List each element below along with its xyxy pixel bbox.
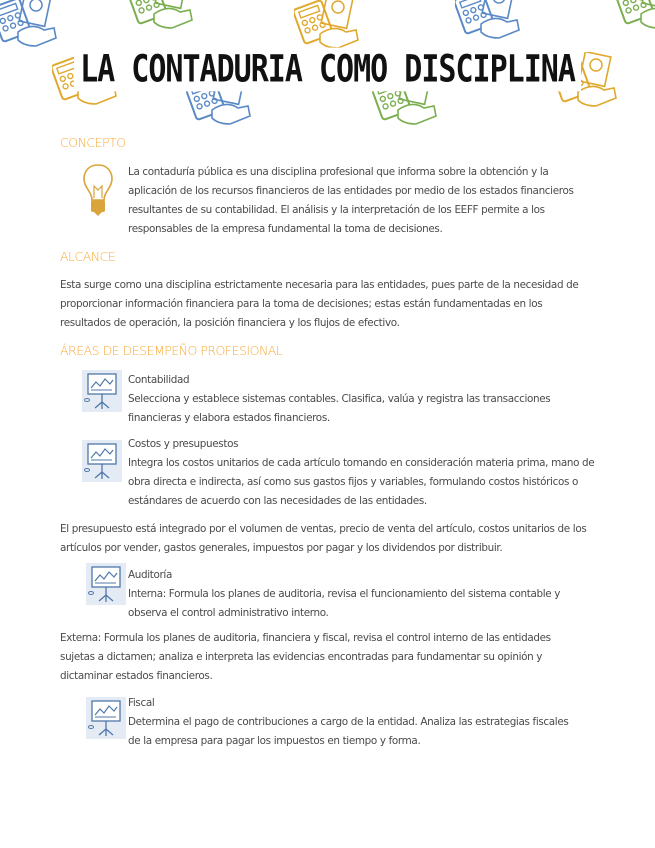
area-title: Auditoría bbox=[128, 569, 172, 581]
lightbulb-icon bbox=[80, 162, 116, 218]
area-item-fiscal bbox=[128, 694, 583, 751]
area-item-auditoria bbox=[128, 566, 583, 623]
externa-note: Externa: Formula los planes de auditoria, financiera y fiscal, revisa el control interno de las entidades sujetas a dictamen; analiza e interpreta las evidencias encontradas para fundamentar su opinión y dictaminar estados financieros. bbox=[60, 632, 551, 682]
area-title: Contabilidad bbox=[128, 374, 190, 386]
area-title: Costos y presupuestos bbox=[128, 438, 239, 450]
area-item-contabilidad bbox=[128, 371, 593, 428]
area-text: Interna: Formula los planes de auditoria, revisa el funcionamiento del sistema contable y observa el control administrativo interno. bbox=[128, 588, 561, 619]
area-text: Selecciona y establece sistemas contables. Clasifica, valúa y registra las transacciones financieras y elabora estados financieros. bbox=[128, 393, 551, 424]
concepto-text: La contaduría pública es una disciplina profesional que informa sobre la obtención y la aplicación de los recursos financieros de las entidades por medio de los estados financieros resultantes de su contabilidad. El análisis y la interpretación de los EEFF permite a los responsables de la empresa fundamental la toma de decisiones. bbox=[128, 166, 574, 235]
presentation-board-icon bbox=[86, 697, 126, 739]
calculator-doodle-icon bbox=[455, 0, 521, 40]
presentation-board-icon bbox=[86, 563, 126, 605]
calculator-doodle-icon bbox=[615, 0, 655, 30]
area-title: Fiscal bbox=[128, 697, 155, 709]
page-title: LA CONTADURIA COMO DISCIPLINA bbox=[0, 48, 655, 92]
section-heading-alcance: ALCANCE bbox=[60, 249, 116, 264]
presupuesto-note: El presupuesto está integrado por el volumen de ventas, precio de venta del artículo, costos unitarios de los artículos por vender, gastos generales, impuestos por pagar y los dividendos por distribuir. bbox=[60, 523, 587, 554]
section-heading-areas: ÁREAS DE DESEMPEÑO PROFESIONAL bbox=[60, 343, 283, 358]
area-text: Determina el pago de contribuciones a cargo de la entidad. Analiza las estrategias fiscales de la empresa para pagar los impuestos en tiempo y forma. bbox=[128, 716, 569, 747]
section-heading-concepto: CONCEPTO bbox=[60, 135, 126, 150]
area-item-costos bbox=[128, 435, 598, 511]
area-text: Integra los costos unitarios de cada artículo tomando en consideración materia prima, mano de obra directa e indirecta, así como sus gastos fijos y variables, formulando costos históricos o estándares de acuerdo con las necesidades de las entidades. bbox=[128, 457, 595, 507]
alcance-text: Esta surge como una disciplina estrictamente necesaria para las entidades, pues parte de la necesidad de proporcionar información financiera para la toma de decisiones; estas están fundamentadas en los resultados de operación, la posición financiera y los flujos de efectivo. bbox=[60, 279, 579, 329]
calculator-doodle-icon bbox=[294, 0, 360, 50]
calculator-doodle-icon bbox=[128, 0, 194, 30]
presentation-board-icon bbox=[82, 370, 122, 412]
calculator-doodle-icon bbox=[0, 0, 58, 48]
presentation-board-icon bbox=[82, 440, 122, 482]
